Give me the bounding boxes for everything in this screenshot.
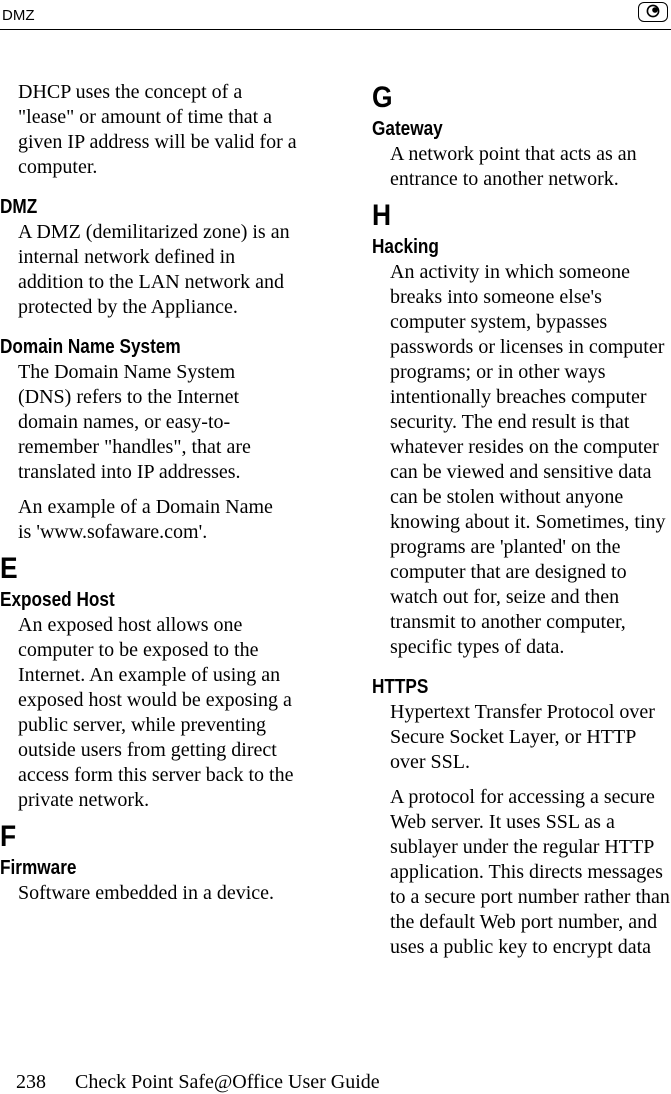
section-letter-f: F xyxy=(0,820,17,853)
term-firmware: Firmware xyxy=(0,857,77,879)
term-gateway: Gateway xyxy=(372,118,443,140)
def-firmware: Software embedded in a device. xyxy=(18,882,275,904)
right-column xyxy=(372,80,671,960)
def-domain-name-system-example: An example of a Domain Name is 'www.sofaware.com'. xyxy=(18,496,273,543)
header-title: DMZ xyxy=(2,7,35,24)
section-letter-h: H xyxy=(372,199,392,232)
term-hacking: Hacking xyxy=(372,236,439,258)
def-exposed-host: An exposed host allows one computer to be exposed to the Internet. An example of using an exposed host would be exposing a public server, while preventing outside users from getting direct access form this server back to the private network. xyxy=(18,614,294,811)
def-domain-name-system: The Domain Name System (DNS) refers to the Internet domain names, or easy-to-remember "handles", that are translated into IP addresses. xyxy=(18,361,251,483)
term-https: HTTPS xyxy=(372,676,429,698)
left-column xyxy=(0,80,300,906)
def-dmz: A DMZ (demilitarized zone) is an internal network defined in addition to the LAN network and protected by the Appliance. xyxy=(18,221,290,318)
page-number: 238 xyxy=(16,1071,46,1093)
term-exposed-host: Exposed Host xyxy=(0,589,115,611)
term-dmz: DMZ xyxy=(0,196,38,218)
def-hacking: An activity in which someone breaks into someone else's computer system, bypasses passwords or licenses in computer programs; or in other ways intentionally breaches computer security. The end result is that whatever resides on the computer can be viewed and sensitive data can be stolen without anyone knowing about it. Sometimes, tiny programs are 'planted' on the computer that are designed to watch out for, seize and then transmit to another computer, specific types of data. xyxy=(390,261,666,658)
term-domain-name-system: Domain Name System xyxy=(0,336,181,358)
def-https-protocol: A protocol for accessing a secure Web server. It uses SSL as a sublayer under the regular HTTP application. This directs messages to a secure port number rather than the default Web port number, and uses a public key to encrypt data xyxy=(390,786,670,958)
footer-title: Check Point Safe@Office User Guide xyxy=(75,1071,380,1093)
dhcp-continued-text: DHCP uses the concept of a "lease" or amount of time that a given IP address will be valid for a computer. xyxy=(18,81,297,178)
def-gateway: A network point that acts as an entrance to another network. xyxy=(390,143,637,190)
page-header xyxy=(0,0,671,30)
section-letter-e: E xyxy=(0,552,18,585)
eye-icon xyxy=(638,2,668,22)
page-footer xyxy=(16,1071,380,1094)
section-letter-g: G xyxy=(372,81,393,114)
def-https: Hypertext Transfer Protocol over Secure Socket Layer, or HTTP over SSL. xyxy=(390,701,655,773)
